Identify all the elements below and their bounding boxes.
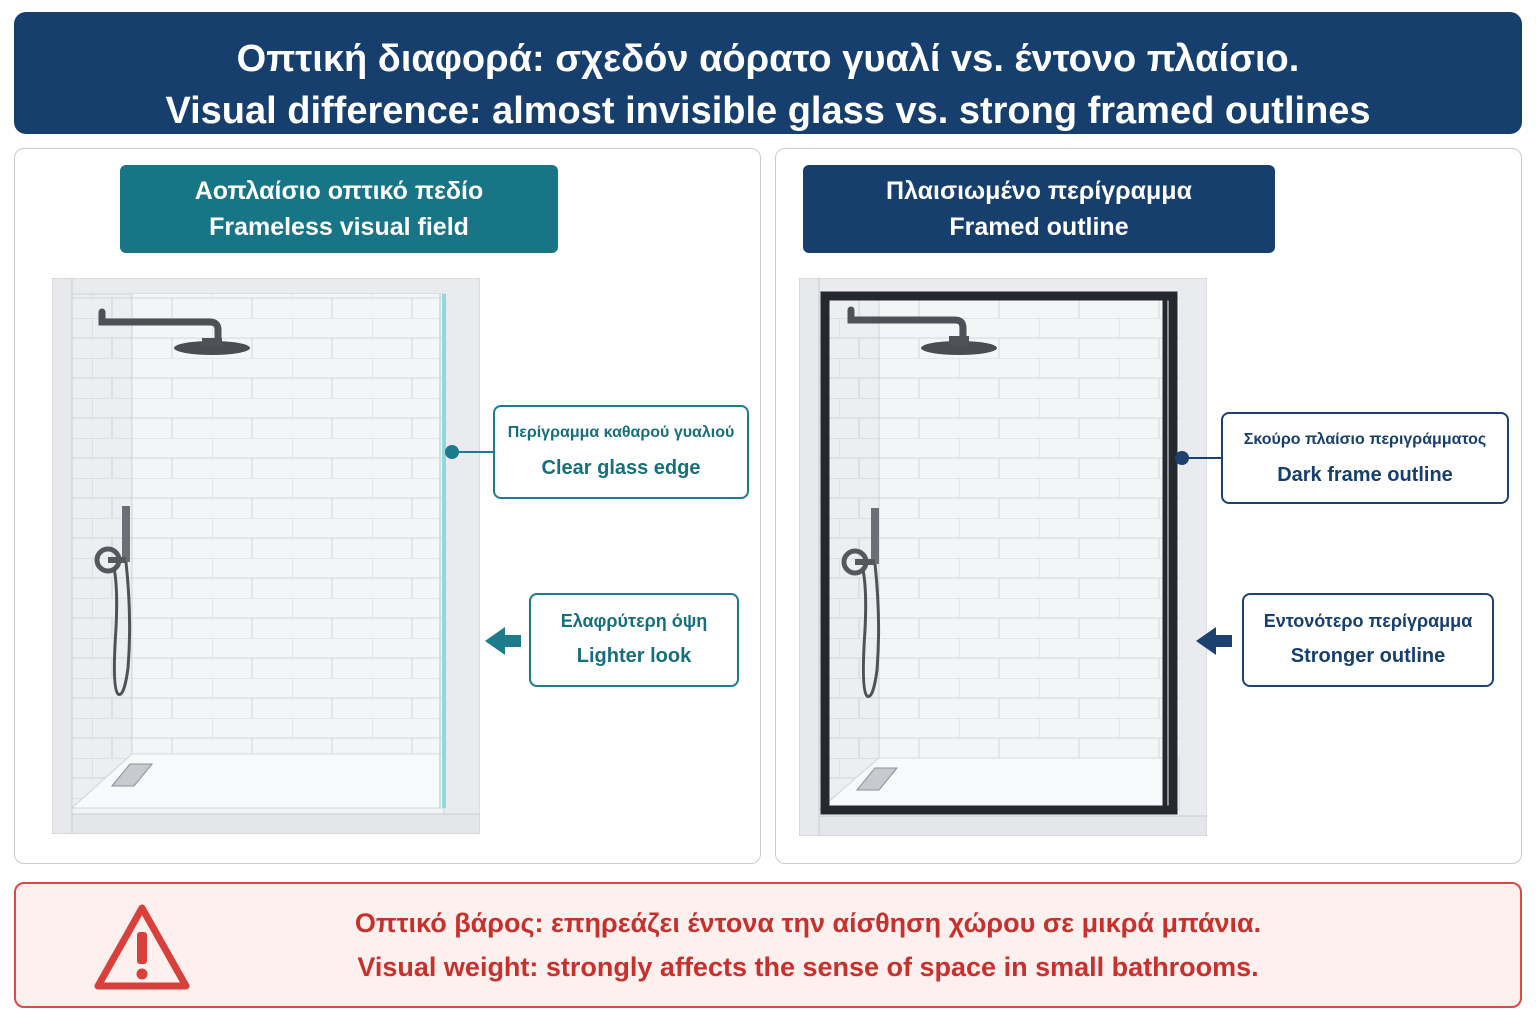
framed-panel — [775, 148, 1522, 864]
callout-greek: Σκούρο πλαίσιο περιγράμματος — [1243, 431, 1487, 448]
left-arrow-icon — [1196, 627, 1232, 655]
warning-text-greek: Οπτικό βάρος: επηρεάζει έντονα την αίσθηση χώρου σε μικρά μπάνια. — [354, 908, 1262, 938]
edge-marker-dot — [445, 445, 459, 459]
lighter-look-callout — [529, 593, 739, 687]
frameless-connectors — [15, 149, 762, 865]
frameless-title-english: Frameless visual field — [209, 213, 469, 241]
callout-english: Lighter look — [576, 645, 692, 667]
dark-frame-outline-callout — [1221, 412, 1509, 504]
framed-title-english: Framed outline — [949, 213, 1129, 241]
warning-text-english: Visual weight: strongly affects the sense of space in small bathrooms. — [357, 952, 1259, 982]
title-greek: Οπτική διαφορά: σχεδόν αόρατο γυαλί vs. έντονο πλαίσιο. — [236, 38, 1300, 80]
visual-weight-warning — [14, 882, 1522, 1008]
callout-greek: Περίγραμμα καθαρού γυαλιού — [507, 424, 735, 441]
frameless-title-greek: Αοπλαίσιο οπτικό πεδίο — [194, 177, 484, 205]
stronger-outline-callout — [1242, 593, 1494, 687]
callout-greek: Εντονότερο περίγραμμα — [1263, 611, 1473, 631]
title-english: Visual difference: almost invisible glass vs. strong framed outlines — [165, 90, 1371, 132]
callout-english: Stronger outline — [1290, 645, 1446, 667]
framed-title-greek: Πλαισιωμένο περίγραμμα — [886, 177, 1192, 205]
frame-marker-dot — [1175, 451, 1189, 465]
clear-glass-edge-callout — [493, 405, 749, 499]
callout-english: Dark frame outline — [1277, 464, 1453, 486]
left-arrow-icon — [485, 627, 521, 655]
warning-triangle-icon — [92, 902, 192, 992]
frameless-panel — [14, 148, 761, 864]
framed-connectors — [776, 149, 1523, 865]
header-banner — [14, 12, 1522, 134]
callout-english: Clear glass edge — [541, 457, 701, 479]
callout-greek: Ελαφρύτερη όψη — [560, 611, 708, 631]
